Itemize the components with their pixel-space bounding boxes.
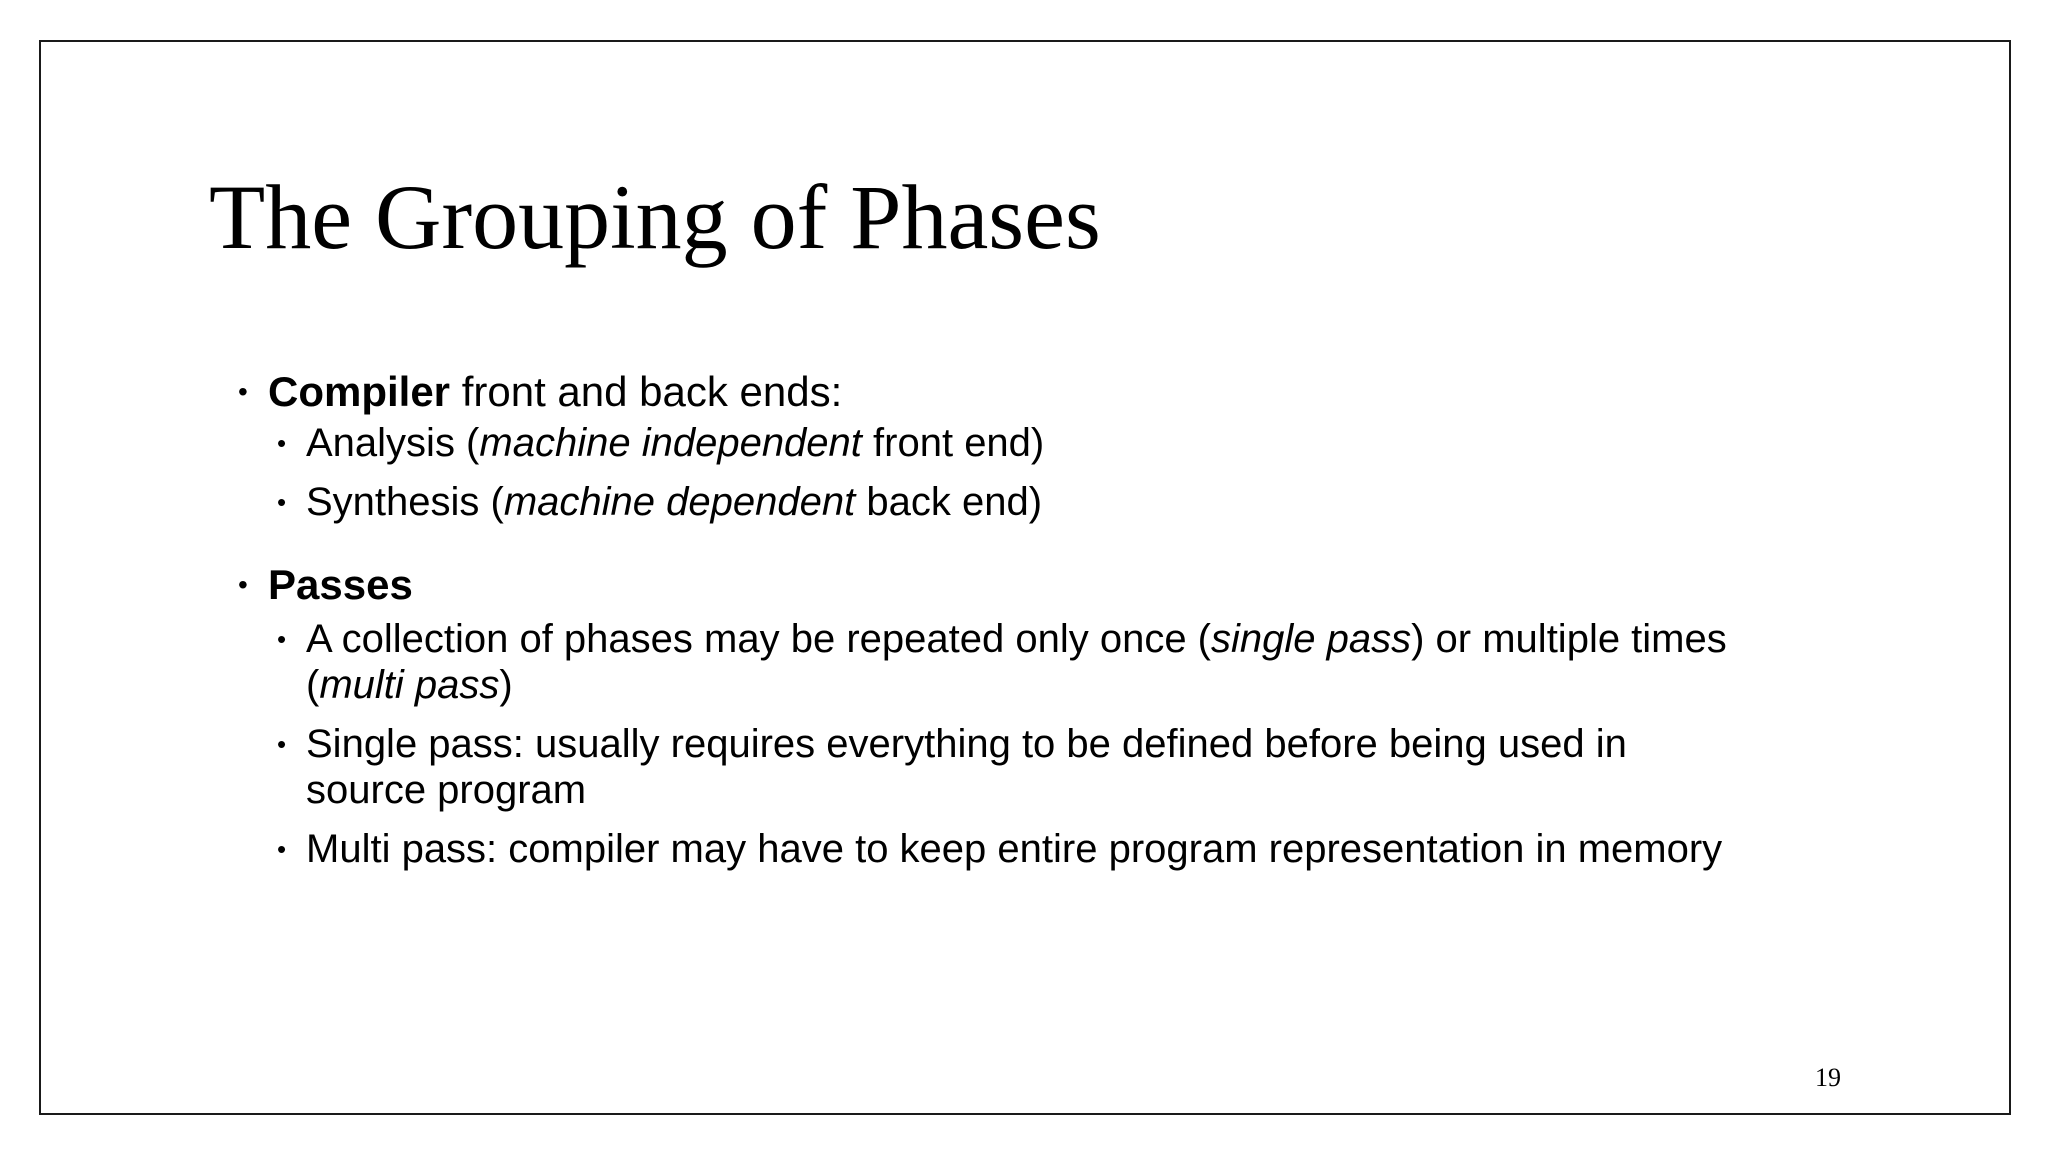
bullet-text: ) bbox=[499, 663, 513, 707]
slide-title: The Grouping of Phases bbox=[209, 166, 1101, 268]
bullet-text: A collection of phases may be repeated only once ( bbox=[306, 617, 1211, 661]
bullet-icon: • bbox=[277, 624, 287, 654]
bullet-compiler bbox=[238, 368, 843, 416]
bullet-icon: • bbox=[238, 376, 248, 407]
bullet-text: ) or multiple times bbox=[1411, 617, 1727, 661]
bullet-text: ( bbox=[306, 663, 320, 707]
bullet-collection bbox=[277, 616, 1727, 708]
bullet-icon: • bbox=[277, 729, 287, 759]
italic-term: multi pass bbox=[319, 663, 500, 707]
bold-term: Compiler bbox=[268, 368, 451, 415]
bullet-icon: • bbox=[277, 487, 287, 517]
bullet-text: back end) bbox=[855, 480, 1043, 524]
bullet-text: Multi pass: compiler may have to keep entire program representation in memory bbox=[306, 827, 1723, 871]
bullet-text: Synthesis ( bbox=[306, 480, 504, 524]
bullet-multi-pass bbox=[277, 826, 1723, 872]
bullet-synthesis bbox=[277, 479, 1043, 525]
page-number: 19 bbox=[1815, 1063, 1841, 1092]
bullet-text: front and back ends: bbox=[450, 368, 843, 415]
bullet-text: front end) bbox=[861, 421, 1045, 465]
bold-term: Passes bbox=[268, 561, 413, 608]
bullet-text: Analysis ( bbox=[306, 421, 480, 465]
bullet-text: Single pass: usually requires everything to be defined before being used in bbox=[306, 722, 1627, 766]
bullet-icon: • bbox=[238, 569, 248, 600]
bullet-analysis bbox=[277, 420, 1045, 466]
bullet-single-pass bbox=[277, 721, 1627, 813]
bullet-icon: • bbox=[277, 834, 287, 864]
bullet-text: source program bbox=[306, 768, 587, 812]
italic-term: machine independent bbox=[479, 421, 862, 465]
italic-term: machine dependent bbox=[503, 480, 856, 524]
italic-term: single pass bbox=[1211, 617, 1412, 661]
bullet-icon: • bbox=[277, 428, 287, 458]
bullet-passes bbox=[238, 561, 413, 609]
